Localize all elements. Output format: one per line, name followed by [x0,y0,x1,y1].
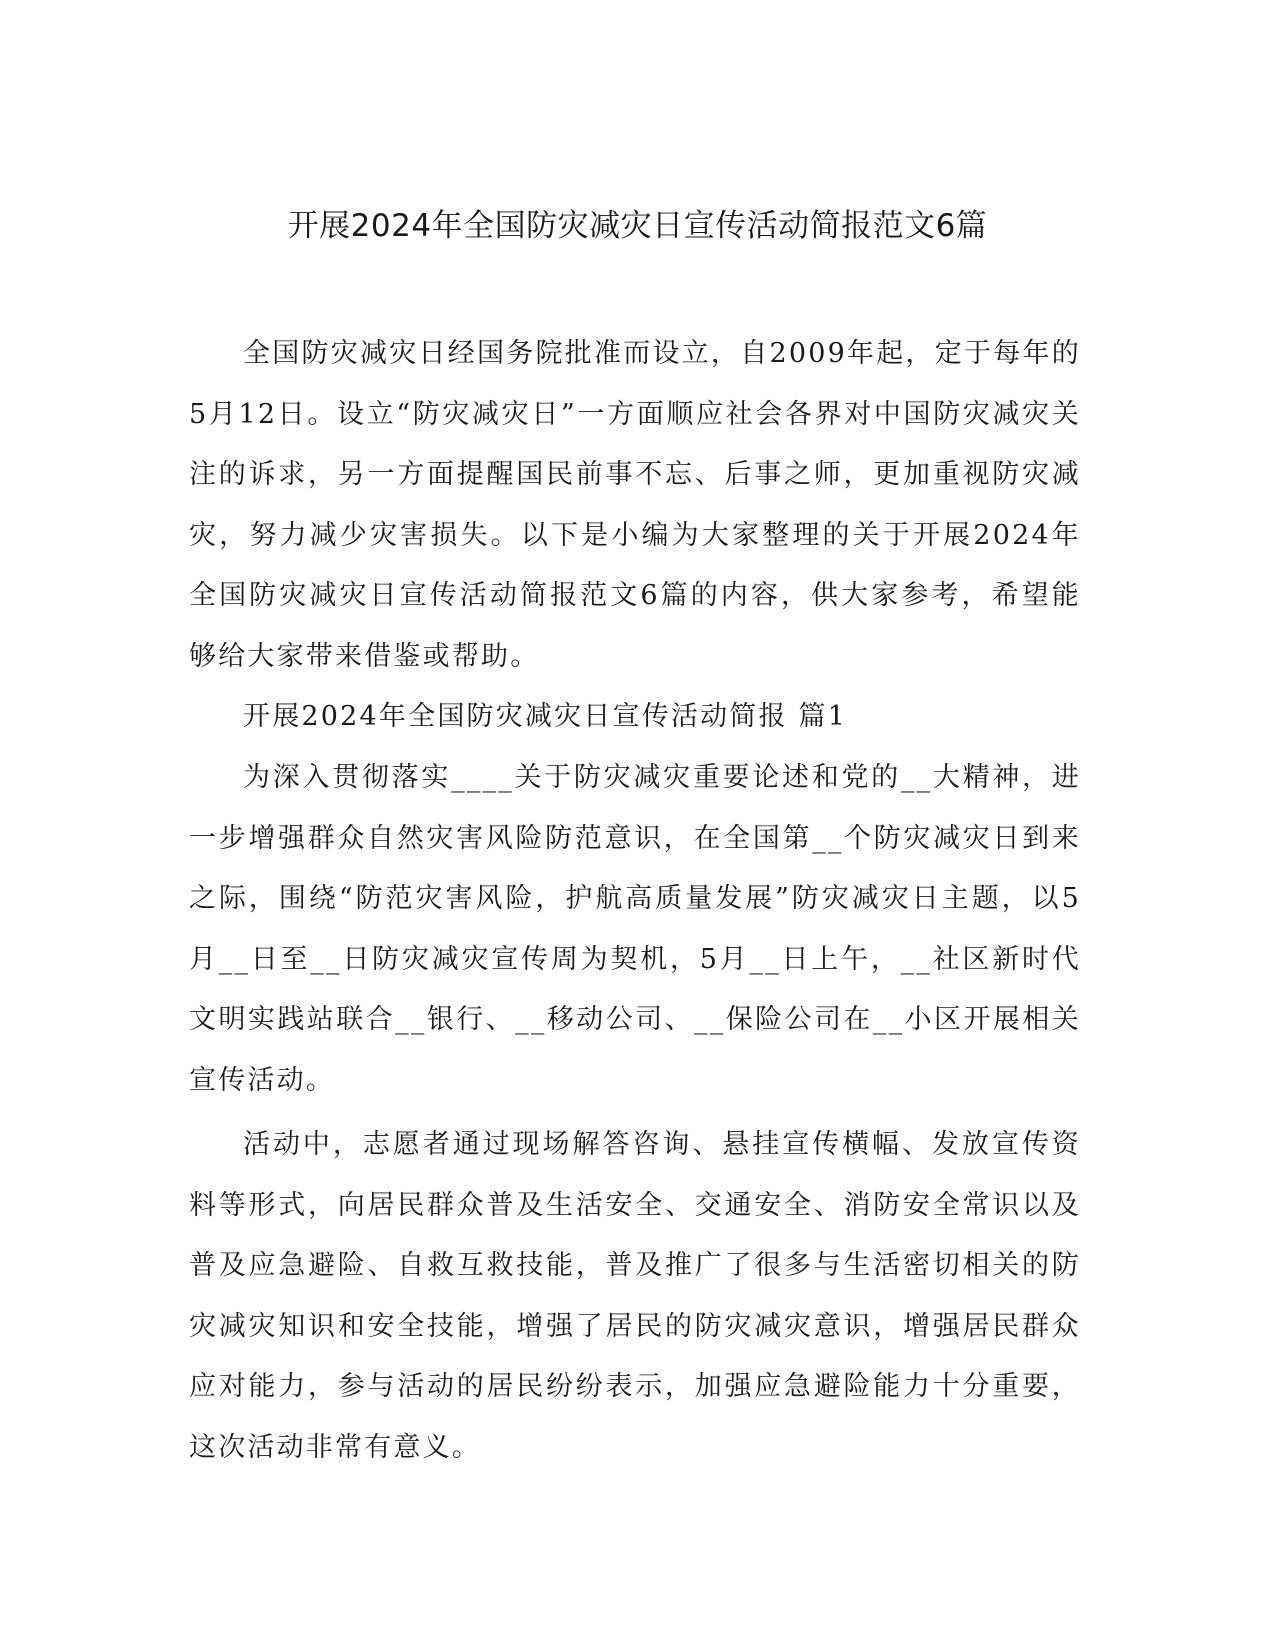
paragraph-block-2 [189,1115,1081,1478]
section-heading: 开展2024年全国防灾减灾日宣传活动简报 篇1 [243,701,848,732]
document-title: 开展2024年全国防灾减灾日宣传活动简报范文6篇 [287,208,988,244]
paragraph-block-1 [189,748,1081,1111]
body-paragraph: 活动中，志愿者通过现场解答咨询、悬挂宣传横幅、发放宣传资料等形式，向居民群众普及生活安全、交通安全、消防安全常识以及普及应急避险、自救互救技能，普及推广了很多与生活密切相关的防灾减灾知识和安全技能，增强了居民的防灾减灾意识，增强居民群众应对能力，参与活动的居民纷纷表示，加强应急避险能力十分重要，这次活动非常有意义。 [189,1129,1081,1463]
intro-block [189,324,1081,687]
section-heading-block [189,687,1081,748]
intro-paragraph: 全国防灾减灾日经国务院批准而设立，自2009年起，定于每年的5月12日。设立“防灾减灾日”一方面顺应社会各界对中国防灾减灾关注的诉求，另一方面提醒国民前事不忘、后事之师，更加重视防灾减灾，努力减少灾害损失。以下是小编为大家整理的关于开展2024年全国防灾减灾日宣传活动简报范文6篇的内容，供大家参考，希望能够给大家带来借鉴或帮助。 [189,338,1081,672]
body-paragraph: 为深入贯彻落实____关于防灾减灾重要论述和党的__大精神，进一步增强群众自然灾害风险防范意识，在全国第__个防灾减灾日到来之际，围绕“防范灾害风险，护航高质量发展”防灾减灾日主题，以5月__日至__日防灾减灾宣传周为契机，5月__日上午，__社区新时代文明实践站联合__银行、__移动公司、__保险公司在__小区开展相关宣传活动。 [189,762,1081,1096]
